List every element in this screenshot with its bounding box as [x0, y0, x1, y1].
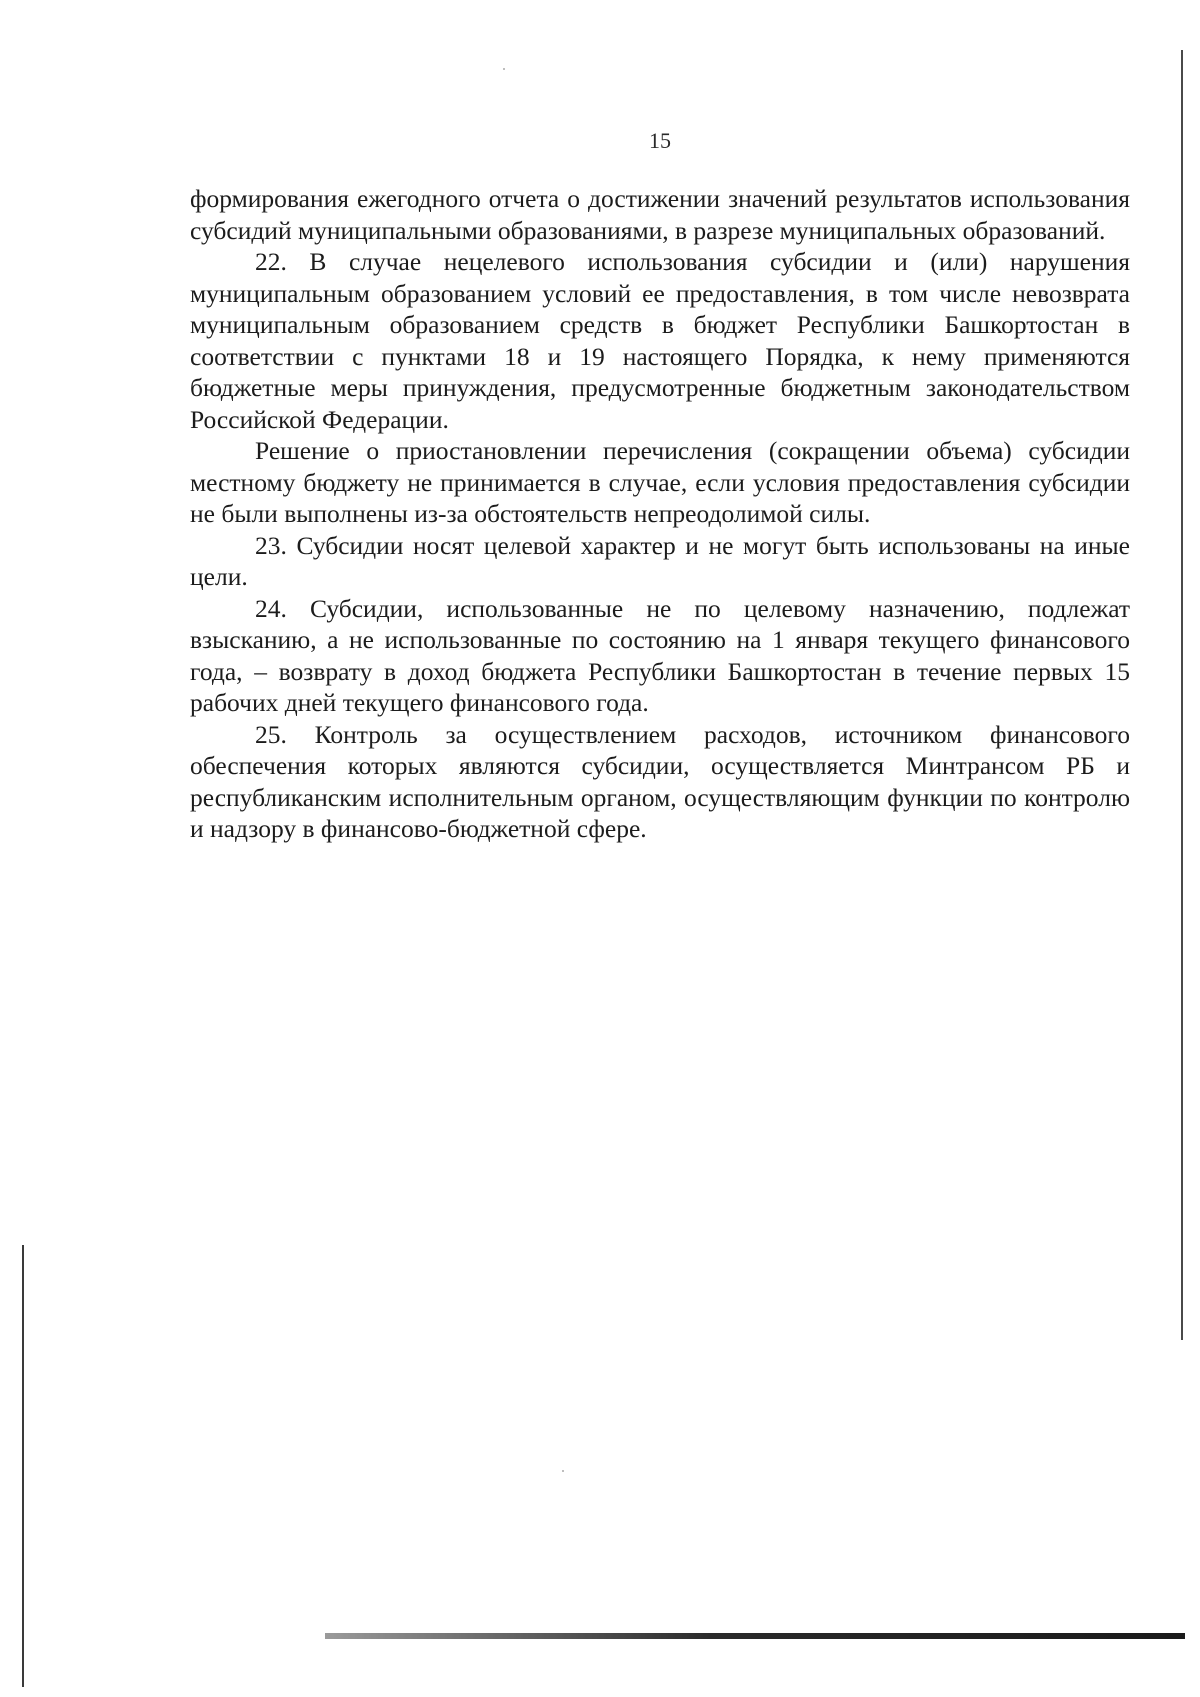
scan-speck [503, 68, 505, 70]
page-number: 15 [649, 128, 671, 153]
scan-edge-left [22, 1245, 24, 1687]
paragraph-24: 24. Субсидии, использованные не по целевому назначению, подлежат взысканию, а не использованные по состоянию на 1 января текущего финансового года, – возврату в доход бюджета Республики Башкортостан в течение первых 15 рабочих дней текущего финансового года. [190, 593, 1130, 717]
scan-speck [562, 1470, 564, 1472]
paragraph-22: 22. В случае нецелевого использования субсидии и (или) нарушения муниципальным образованием условий ее предоставления, в том числе невозврата муниципальным образованием средств в бюджет Республики Башкортостан в соответствии с пунктами 18 и 19 настоящего Порядка, к нему применяются бюджетные меры принуждения, предусмотренные бюджетным законодательством Российской Федерации. [190, 247, 1130, 434]
scan-edge-right [1181, 50, 1183, 1340]
paragraph-continuation: формирования ежегодного отчета о достижении значений результатов использования субсидий муниципальными образованиями, в разрезе муниципальных образований. [190, 184, 1130, 245]
paragraph-decision: Решение о приостановлении перечисления (сокращении объема) субсидии местному бюджету не принимается в случае, если условия предоставления субсидии не были выполнены из-за обстоятельств непреодолимой силы. [190, 436, 1130, 528]
paragraph-25: 25. Контроль за осуществлением расходов, источником финансового обеспечения которых являются субсидии, осуществляется Минтрансом РБ и республиканским исполнительным органом, осуществляющим функции по контролю и надзору в финансово-бюджетной сфере. [190, 719, 1130, 843]
document-body [190, 183, 1130, 845]
scan-bottom-bar [325, 1633, 1185, 1639]
paragraph-23: 23. Субсидии носят целевой характер и не могут быть использованы на иные цели. [190, 530, 1130, 591]
